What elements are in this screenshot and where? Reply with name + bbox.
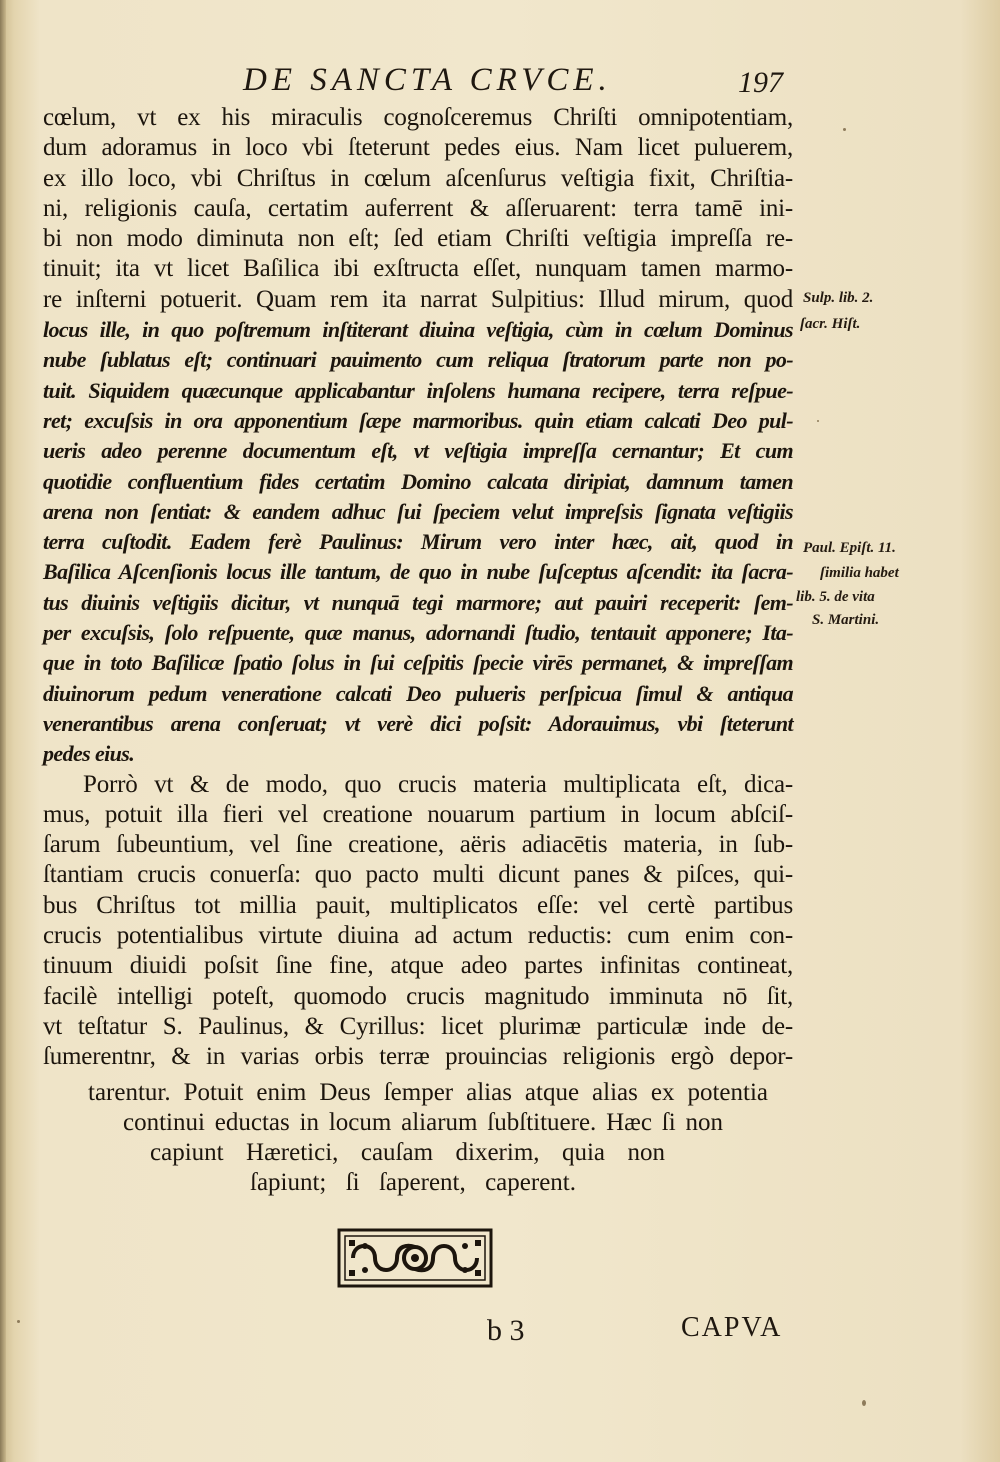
text-line: bi non modo diminuta non eſt; ſed etiam Chriſti veſtigia impreſſa re- (43, 225, 793, 253)
text-line: ni, religionis cauſa, certatim auferrent & aſſeruarent: terra tamē ini- (43, 194, 793, 222)
text-line: ſarum ſubeuntium, vel ſine creatione, aëris adiacētis materia, in ſub- (43, 831, 793, 859)
page-header (0, 62, 1000, 102)
text-line: tinuum diuidi poſsit ſine fine, atque adeo partes infinitas contineat, (43, 952, 793, 980)
text-line: dum adoramus in loco vbi ſteterunt pedes eius. Nam licet puluerem, (43, 134, 793, 162)
quotation-line: pedes eius. (43, 741, 135, 767)
closing-line: continui eductas in locum aliarum ſubſtituere. Hæc ſi non (123, 1109, 723, 1136)
quotation-line: terra cuſtodit. Eadem ferè Paulinus: Mirum vero inter hæc, ait, quod in (43, 529, 793, 555)
closing-line: capiunt Hæretici, cauſam dixerim, quia non (150, 1139, 665, 1166)
text-line: vt teſtatur S. Paulinus, & Cyrillus: licet plurimæ particulæ inde de- (43, 1012, 793, 1040)
marginal-note: ſacr. Hiſt. (800, 316, 861, 332)
paper-speck (862, 1400, 866, 1406)
quotation-line: diuinorum pedum veneratione calcati Deo pulueris perſpicua ſimul & antiqua (43, 680, 793, 706)
quotation-line: venerantibus arena conſeruat; vt verè dici poſsit: Adorauimus, vbi ſteterunt (43, 710, 793, 736)
text-line: ex illo loco, vbi Chriſtus in cœlum aſcenſurus veſtigia fixit, Chriſtia- (43, 164, 793, 192)
page-gutter-shadow (0, 0, 6, 1462)
quotation-line: ret; excuſsis in ora apponentium ſæpe marmoribus. quin etiam calcati Deo pul- (43, 407, 793, 433)
closing-line: ſapiunt; ſi ſaperent, caperent. (250, 1169, 576, 1196)
text-line: ſtantiam crucis conuerſa: quo pacto multi dicunt panes & piſces, qui- (43, 861, 793, 889)
text-line: tinuit; ita vt licet Baſilica ibi exſtructa eſſet, nunquam tamen marmo- (43, 255, 793, 283)
marginal-note: Paul. Epiſt. 11. (803, 540, 896, 556)
page-number: 197 (738, 66, 783, 99)
body-text (43, 103, 793, 1073)
quotation-line: ueris adeo perenne documentum eſt, vt veſtigia impreſſa cernantur; Et cum (43, 438, 793, 464)
text-line: crucis potentialibus virtute diuina ad actum reductis: cum enim con- (43, 922, 793, 950)
running-title: DE SANCTA CRVCE. (243, 62, 612, 98)
paper-speck (17, 1320, 20, 1323)
quotation-line: quotidie confluentium fides certatim Domino calcata diripiat, damnum tamen (43, 468, 793, 494)
marginal-note: ſimilia habet (820, 565, 899, 581)
text-line: ſumerentnr, & in varias orbis terræ prouincias religionis ergò depor- (43, 1043, 793, 1071)
quotation-line: per excuſsis, ſolo reſpuente, quæ manus, adornandi ſtudio, tentauit apponere; Ita- (43, 620, 793, 646)
paper-speck (843, 128, 846, 131)
signature-mark: b 3 (487, 1314, 525, 1347)
quotation-line: locus ille, in quo poſtremum inſtiterant diuina veſtigia, cùm in cœlum Dominus (43, 317, 793, 343)
marginal-note: lib. 5. de vita (796, 589, 875, 605)
quotation-line: tuit. Siquidem quæcunque applicabantur inſolens humana recipere, terra reſpue- (43, 377, 793, 403)
paper-speck (817, 420, 819, 422)
printers-ornament (335, 1226, 495, 1290)
text-line: re inſterni potuerit. Quam rem ita narrat Sulpitius: Illud mirum, quod (43, 285, 793, 313)
quotation-line: nube ſublatus eſt; continuari pauimento cum reliqua ſtratorum parte non po- (43, 347, 793, 373)
quotation-line: Baſilica Aſcenſionis locus ille tantum, de quo in nube ſuſceptus aſcendit: ita ſacra- (43, 559, 793, 585)
closing-line: tarentur. Potuit enim Deus ſemper alias atque alias ex potentia (88, 1079, 768, 1106)
quotation-line: tus diuinis veſtigiis dicitur, vt nunquā tegi marmore; aut pauiri receperit: ſem- (43, 589, 793, 615)
catchword: CAPVA (681, 1312, 783, 1343)
marginal-note: Sulp. lib. 2. (803, 290, 874, 306)
text-line: facilè intelligi poteſt, quomodo crucis magnitudo imminuta nō ſit, (43, 982, 793, 1010)
marginal-note: S. Martini. (812, 612, 880, 628)
text-line: mus, potuit illa fieri vel creatione nouarum partium in locum abſciſ- (43, 800, 793, 828)
text-line: cœlum, vt ex his miraculis cognoſceremus Chriſti omnipotentiam, (43, 104, 793, 131)
quotation-line: que in toto Baſilicæ ſpatio ſolus in ſui ceſpitis ſpecie virēs permanet, & impreſſam (43, 650, 793, 676)
paragraph-first-line: Porrò vt & de modo, quo crucis materia multiplicata eſt, dica- (83, 770, 793, 798)
quotation-line: arena non ſentiat: & eandem adhuc ſui ſpeciem velut impreſsis ſignata veſtigiis (43, 498, 793, 524)
text-line: bus Chriſtus tot millia pauit, multiplicatos eſſe: vel certè partibus (43, 891, 793, 919)
